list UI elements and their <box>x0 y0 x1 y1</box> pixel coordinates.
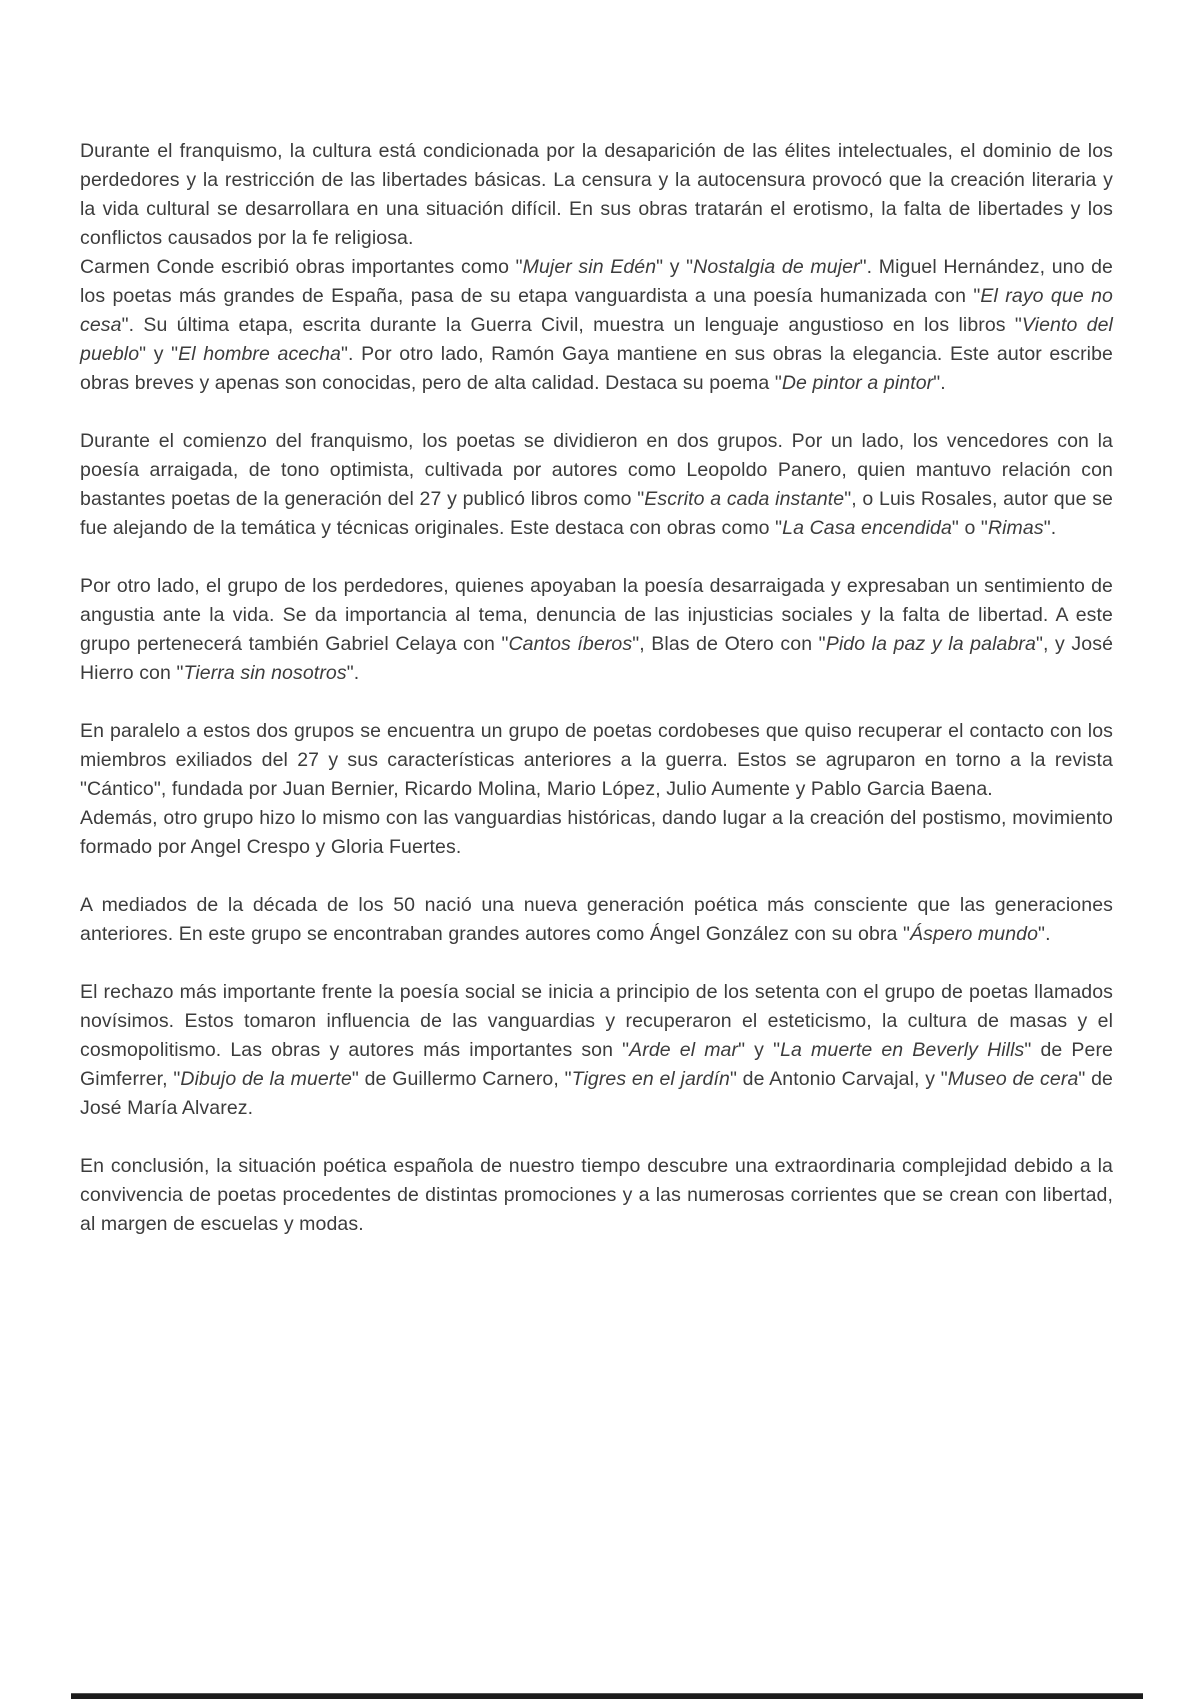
work-title-italic: Viento del pueblo <box>80 314 1113 365</box>
body-text: ". Por otro lado, Ramón Gaya mantiene en sus obras la elegancia. Este autor escribe obras breves y apenas son conocidas, pero de alta calidad. Destaca su poema " <box>80 343 1113 394</box>
body-text: Por otro lado, el grupo de los perdedores, quienes apoyaban la poesía desarraigada y expresaban un sentimiento de angustia ante la vida. Se da importancia al tema, denuncia de las injusticias sociales y la falta de libertad. A este grupo pertenecerá también Gabriel Celaya con " <box>80 575 1113 655</box>
body-text: " y " <box>738 1039 781 1061</box>
body-text: ". <box>1043 517 1057 539</box>
body-text: Durante el comienzo del franquismo, los poetas se dividieron en dos grupos. Por un lado, los vencedores con la poesía arraigada, de tono optimista, cultivada por autores como Leopoldo Panero, quien mantuvo relación con bastantes poetas de la generación del 27 y publicó libros como " <box>80 430 1113 510</box>
body-text: " de José María Alvarez. <box>80 1068 1114 1119</box>
work-title-italic: Mujer sin Edén <box>522 256 657 278</box>
paragraph-2 <box>80 253 1113 398</box>
paragraph-7 <box>80 891 1113 949</box>
paragraph-1 <box>80 137 1113 253</box>
work-title-italic: Áspero mundo <box>910 923 1039 945</box>
paragraph-8 <box>80 978 1113 1123</box>
document-body <box>80 137 1113 1239</box>
body-text: ". <box>346 662 360 684</box>
work-title-italic: De pintor a pintor <box>781 372 934 394</box>
body-text: " o " <box>951 517 988 539</box>
work-title-italic: Nostalgia de mujer <box>693 256 860 278</box>
body-text: Además, otro grupo hizo lo mismo con las vanguardias históricas, dando lugar a la creación del postismo, movimiento formado por Angel Crespo y Gloria Fuertes. <box>80 807 1113 858</box>
body-text: ". <box>933 372 946 394</box>
body-text: ", y José Hierro con " <box>80 633 1114 684</box>
work-title-italic: La Casa encendida <box>782 517 952 539</box>
body-text: A mediados de la década de los 50 nació una nueva generación poética más consciente que las generaciones anteriores. En este grupo se encontraban grandes autores como Ángel González con su obra " <box>80 894 1113 945</box>
body-text: ", o Luis Rosales, autor que se fue alejando de la temática y técnicas originales. Este destaca con obras como " <box>80 488 1114 539</box>
body-text: " de Guillermo Carnero, " <box>351 1068 572 1090</box>
work-title-italic: Rimas <box>987 517 1044 539</box>
body-text: " de Pere Gimferrer, " <box>80 1039 1113 1090</box>
body-text: Durante el franquismo, la cultura está condicionada por la desaparición de las élites intelectuales, el dominio de los perdedores y la restricción de las libertades básicas. La censura y la autocensura provocó que la creación literaria y la vida cultural se desarrollara en una situación difícil. En sus obras tratarán el erotismo, la falta de libertades y los conflictos causados por la fe religiosa. <box>80 140 1113 249</box>
work-title-italic: Tigres en el jardín <box>571 1068 730 1090</box>
paragraph-5 <box>80 717 1113 804</box>
work-title-italic: Escrito a cada instante <box>644 488 845 510</box>
body-text: ". Su última etapa, escrita durante la Guerra Civil, muestra un lenguaje angustioso en los libros " <box>121 314 1022 336</box>
body-text: " de Antonio Carvajal, y " <box>729 1068 948 1090</box>
body-text: ". Miguel Hernández, uno de los poetas más grandes de España, pasa de su etapa vanguardista a una poesía humanizada con " <box>80 256 1113 307</box>
work-title-italic: El rayo que no cesa <box>80 285 1113 336</box>
work-title-italic: El hombre acecha <box>178 343 341 365</box>
page-break-bar <box>71 1693 1143 1699</box>
body-text: En conclusión, la situación poética española de nuestro tiempo descubre una extraordinaria complejidad debido a la convivencia de poetas procedentes de distintas promociones y a las numerosas corrientes que se crean con libertad, al margen de escuelas y modas. <box>80 1155 1113 1235</box>
work-title-italic: Dibujo de la muerte <box>180 1068 352 1090</box>
paragraph-9 <box>80 1152 1113 1239</box>
work-title-italic: La muerte en Beverly Hills <box>780 1039 1025 1061</box>
body-text: " y " <box>656 256 694 278</box>
body-text: En paralelo a estos dos grupos se encuentra un grupo de poetas cordobeses que quiso recuperar el contacto con los miembros exiliados del 27 y sus características anteriores a la guerra. Estos se agruparon en torno a la revista "Cántico", fundada por Juan Bernier, Ricardo Molina, Mario López, Julio Aumente y Pablo Garcia Baena. <box>80 720 1113 800</box>
work-title-italic: Cantos íberos <box>508 633 633 655</box>
paragraph-4 <box>80 572 1113 688</box>
body-text: ", Blas de Otero con " <box>632 633 826 655</box>
work-title-italic: Arde el mar <box>629 1039 739 1061</box>
work-title-italic: Pido la paz y la palabra <box>825 633 1036 655</box>
body-text: Carmen Conde escribió obras importantes como " <box>80 256 523 278</box>
body-text: " y " <box>139 343 179 365</box>
paragraph-3 <box>80 427 1113 543</box>
work-title-italic: Museo de cera <box>947 1068 1079 1090</box>
work-title-italic: Tierra sin nosotros <box>183 662 347 684</box>
paragraph-6 <box>80 804 1113 862</box>
body-text: ". <box>1038 923 1051 945</box>
body-text: El rechazo más importante frente la poesía social se inicia a principio de los setenta con el grupo de poetas llamados novísimos. Estos tomaron influencia de las vanguardias y recuperaron el esteticismo, la cultura de masas y el cosmopolitismo. Las obras y autores más importantes son " <box>80 981 1113 1061</box>
